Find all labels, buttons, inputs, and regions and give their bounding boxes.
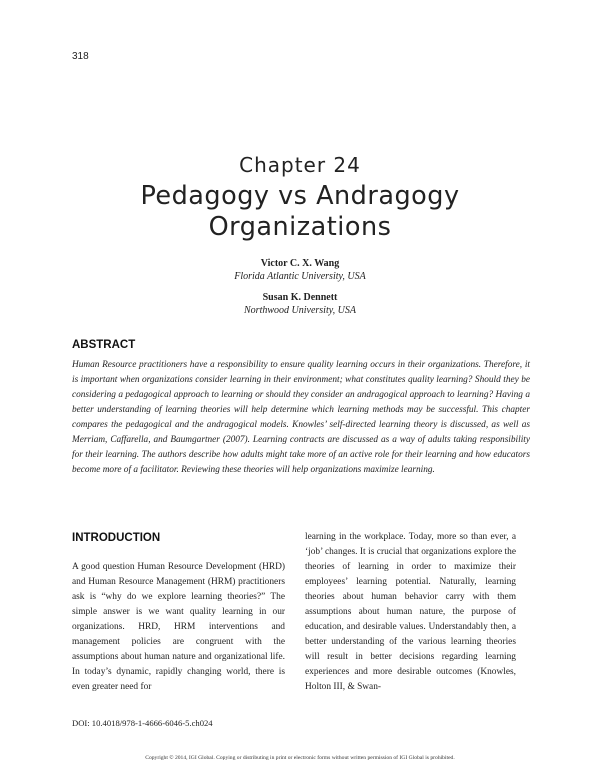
author-affiliation: Northwood University, USA bbox=[244, 305, 356, 316]
author-name: Victor C. X. Wang bbox=[260, 258, 340, 269]
title-line-1: Pedagogy vs Andragogy bbox=[140, 181, 460, 211]
copyright-notice: Copyright © 2014, IGI Global. Copying or distributing in print or electronic forms without written permission of IGI Global is prohibited. bbox=[145, 755, 455, 761]
author-name: Susan K. Dennett bbox=[262, 292, 338, 303]
doi: DOI: 10.4018/978-1-4666-6046-5.ch024 bbox=[72, 718, 213, 728]
abstract-text: Human Resource practitioners have a responsibility to ensure quality learning occurs in their organizations. Therefore, it is important when organizations consider learning in their environment; what constitutes quality learning? Should they be considering a pedagogical approach to learning or should they consider an andragogical approach to learning? Having a better understanding of learning theories will help determine which learning methods may be successful. This chapter compares the pedagogical and the andragogical models. Knowles’ self-directed learning theory is discussed, as well as Merriam, Caffarella, and Baumgartner (2007). Learning contracts are discussed as a way of adults taking responsibility for their learning. The authors describe how adults might take more of an active role for their learning and how educators become more of a facilitator. Reviewing these theories will help organizations maximize learning. bbox=[72, 360, 530, 475]
chapter-label: Chapter 24 bbox=[239, 153, 361, 177]
introduction-left-column: A good question Human Resource Development (HRD) and Human Resource Management (HRM) practitioners ask is “why do we explore learning theories?” The simple answer is we want quality learning in our organizations. HRD, HRM interventions and management policies are congruent with the assumptions about human nature and organizational life. In today’s dynamic, rapidly changing world, there is even greater need for bbox=[72, 562, 285, 692]
introduction-heading: INTRODUCTION bbox=[72, 532, 161, 544]
title-line-2: Organizations bbox=[208, 212, 392, 242]
introduction-right-column: learning in the workplace. Today, more so than ever, a ‘job’ changes. It is crucial that organizations explore the theories of learning in order to maximize their employees’ learning potential. Naturally, learning theories about human behavior carry with them assumptions about human nature, the purpose of education, and desirable values. Understandably then, a better understanding of the various learning theories will result in better decisions regarding learning experiences and more desirable outcomes (Knowles, Holton III, & Swan- bbox=[305, 532, 516, 692]
author-affiliation: Florida Atlantic University, USA bbox=[234, 271, 366, 282]
page-number: 318 bbox=[72, 51, 89, 62]
abstract-heading: ABSTRACT bbox=[72, 339, 136, 351]
chapter-title bbox=[0, 181, 600, 243]
